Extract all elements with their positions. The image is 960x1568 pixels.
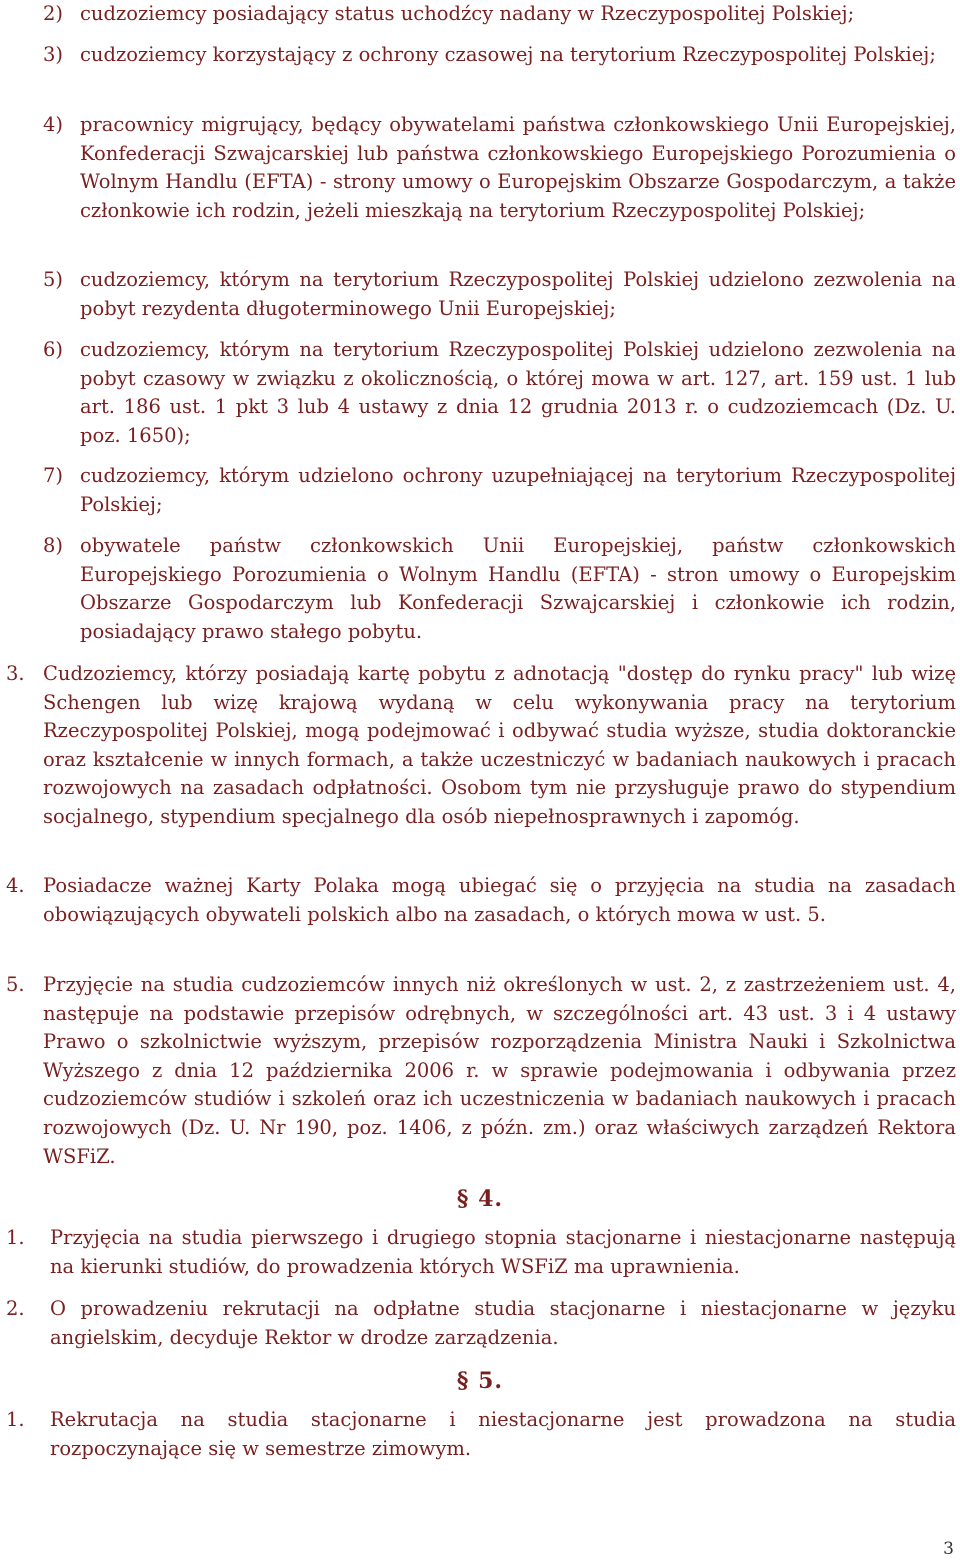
paragraph	[6, 1406, 956, 1463]
paragraph	[6, 660, 956, 832]
paragraph-text: Posiadacze ważnej Karty Polaka mogą ubiegać się o przyjęcia na studia na zasadach obowiązujących obywateli polskich albo na zasadach, o których mowa w ust. 5.	[43, 874, 956, 926]
list-item-number: 7)	[43, 464, 64, 487]
list-item	[43, 266, 956, 323]
list-item-text: cudzoziemcy, którym na terytorium Rzeczypospolitej Polskiej udzielono zezwolenia na pobyt rezydenta długoterminowego Unii Europejskiej;	[80, 268, 956, 320]
paragraph	[6, 1224, 956, 1281]
section-heading-5: § 5.	[456, 1368, 504, 1394]
list-item-number: 4)	[43, 113, 64, 136]
paragraph	[6, 971, 956, 1171]
list-item-number: 6)	[43, 338, 64, 361]
list-item-text: cudzoziemcy korzystający z ochrony czasowej na terytorium Rzeczypospolitej Polskiej;	[80, 43, 936, 66]
paragraph-text: Przyjęcie na studia cudzoziemców innych niż określonych w ust. 2, z zastrzeżeniem ust. 4, następuje na podstawie przepisów odrębnych, w szczególności art. 43 ust. 3 i 4 ustawy Prawo o szkolnictwie wyższym, przepisów rozporządzenia Ministra Nauki i Szkolnictwa Wyższego z dnia 12 października 2006 r. w sprawie podejmowania i odbywania przez cudzoziemców studiów i szkoleń oraz ich uczestniczenia w badaniach naukowych i pracach rozwojowych (Dz. U. Nr 190, poz. 1406, z późn. zm.) oraz właściwych zarządzeń Rektora WSFiZ.	[43, 973, 956, 1168]
list-item	[43, 462, 956, 519]
paragraph-text: Przyjęcia na studia pierwszego i drugiego stopnia stacjonarne i niestacjonarne następują na kierunki studiów, do prowadzenia których WSFiZ ma uprawnienia.	[50, 1226, 956, 1278]
list-item-number: 8)	[43, 534, 64, 557]
paragraph-number: 1.	[6, 1408, 25, 1431]
paragraph-number: 5.	[6, 973, 25, 996]
list-item	[43, 336, 956, 450]
list-item-text: pracownicy migrujący, będący obywatelami państwa członkowskiego Unii Europejskiej, Konfederacji Szwajcarskiej lub państwa członkowskiego Europejskiego Porozumienia o Wolnym Handlu (EFTA) - strony umowy o Europejskim Obszarze Gospodarczym, a także członkowie ich rodzin, jeżeli mieszkają na terytorium Rzeczypospolitej Polskiej;	[80, 113, 956, 222]
list-item	[43, 41, 956, 70]
list-item	[43, 532, 956, 646]
paragraph-number: 4.	[6, 874, 25, 897]
paragraph	[6, 872, 956, 929]
paragraph-text: Rekrutacja na studia stacjonarne i niestacjonarne jest prowadzona na studia rozpoczynające się w semestrze zimowym.	[50, 1408, 956, 1460]
paragraph-number: 1.	[6, 1226, 25, 1249]
list-item-text: cudzoziemcy, którym na terytorium Rzeczypospolitej Polskiej udzielono zezwolenia na pobyt czasowy w związku z okolicznością, o której mowa w art. 127, art. 159 ust. 1 lub art. 186 ust. 1 pkt 3 lub 4 ustawy z dnia 12 grudnia 2013 r. o cudzoziemcach (Dz. U. poz. 1650);	[80, 338, 956, 447]
paragraph-number: 3.	[6, 662, 25, 685]
list-item-number: 5)	[43, 268, 64, 291]
section-heading-4: § 4.	[456, 1186, 504, 1212]
paragraph-text: O prowadzeniu rekrutacji na odpłatne studia stacjonarne i niestacjonarne w języku angielskim, decyduje Rektor w drodze zarządzenia.	[50, 1297, 956, 1349]
paragraph-number: 2.	[6, 1297, 25, 1320]
list-item-text: cudzoziemcy, którym udzielono ochrony uzupełniającej na terytorium Rzeczypospolitej Polskiej;	[80, 464, 956, 516]
list-item-number: 3)	[43, 43, 64, 66]
list-item	[43, 0, 956, 29]
list-item-text: obywatele państw członkowskich Unii Europejskiej, państw członkowskich Europejskiego Porozumienia o Wolnym Handlu (EFTA) - stron umowy o Europejskim Obszarze Gospodarczym lub Konfederacji Szwajcarskiej i członkowie ich rodzin, posiadający prawo stałego pobytu.	[80, 534, 956, 643]
page-number: 3	[943, 1539, 954, 1560]
paragraph	[6, 1295, 956, 1352]
list-item-number: 2)	[43, 2, 64, 25]
paragraph-text: Cudzoziemcy, którzy posiadają kartę pobytu z adnotacją "dostęp do rynku pracy" lub wizę Schengen lub wizę krajową wydaną w celu wykonywania pracy na terytorium Rzeczypospolitej Polskiej, mogą podejmować i odbywać studia wyższe, studia doktoranckie oraz kształcenie w innych formach, a także uczestniczyć w badaniach naukowych i pracach rozwojowych na zasadach odpłatności. Osobom tym nie przysługuje prawo do stypendium socjalnego, stypendium specjalnego dla osób niepełnosprawnych i zapomóg.	[43, 662, 956, 828]
list-item-text: cudzoziemcy posiadający status uchodźcy nadany w Rzeczypospolitej Polskiej;	[80, 2, 855, 25]
list-item	[43, 111, 956, 225]
